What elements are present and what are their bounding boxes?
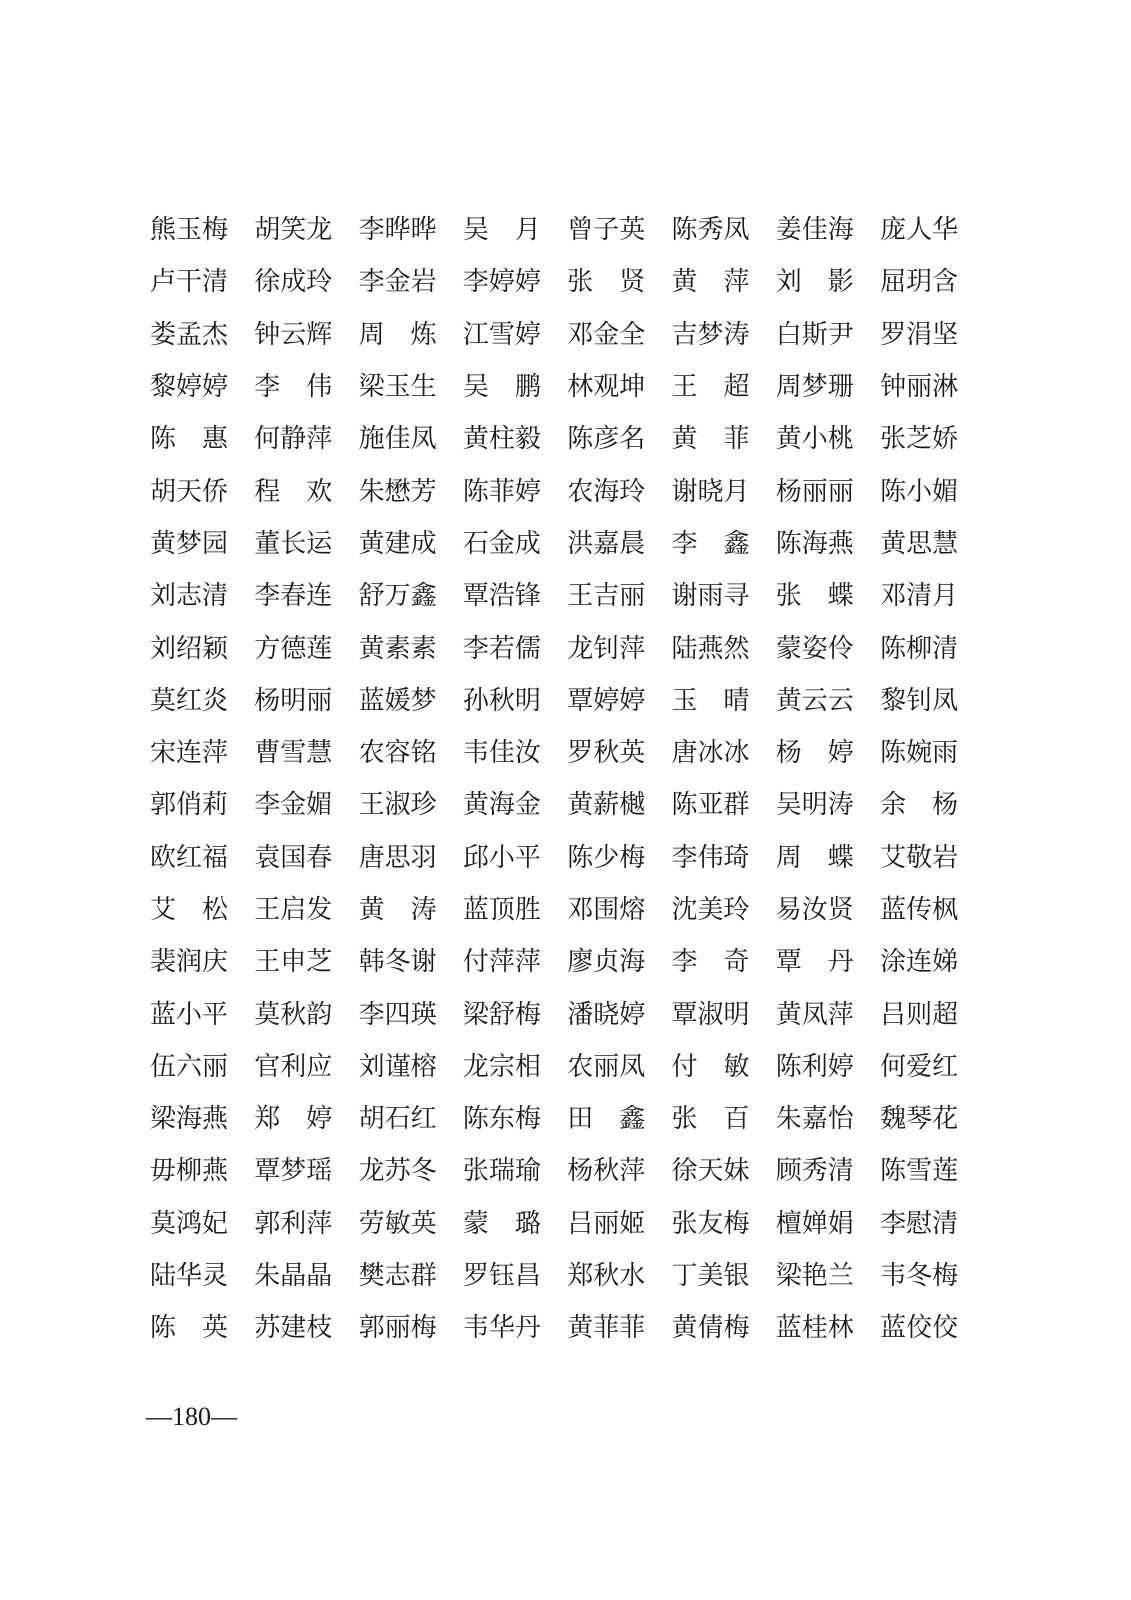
person-name: 黄凤萍 [775, 999, 854, 1030]
person-name: 玉 晴 [671, 685, 750, 716]
person-name: 劳敏英 [358, 1208, 437, 1239]
name-row [150, 675, 980, 727]
person-name: 郭丽梅 [358, 1313, 437, 1344]
person-name: 蓝小平 [150, 999, 229, 1030]
person-name: 舒万鑫 [358, 581, 437, 612]
person-name: 覃婷婷 [567, 685, 646, 716]
name-list [150, 204, 980, 1355]
name-row [150, 309, 980, 361]
person-name: 李春连 [254, 581, 333, 612]
person-name: 洪嘉晨 [567, 528, 646, 559]
person-name: 蓝桂林 [775, 1313, 854, 1344]
person-name: 艾 松 [150, 895, 229, 925]
person-name: 谢雨寻 [671, 581, 750, 612]
person-name: 庞人华 [880, 215, 959, 246]
person-name: 张芝娇 [880, 424, 959, 455]
person-name: 龙苏冬 [358, 1156, 437, 1187]
person-name: 韦佳汝 [462, 738, 541, 769]
person-name: 付 敏 [671, 1051, 750, 1082]
person-name: 郑秋水 [567, 1261, 646, 1292]
person-name: 蓝佼佼 [880, 1313, 959, 1344]
person-name: 李金岩 [358, 267, 437, 298]
person-name: 陈柳清 [880, 633, 959, 664]
person-name: 石金成 [462, 528, 541, 559]
person-name: 周梦珊 [775, 372, 854, 403]
person-name: 欧红福 [150, 842, 229, 873]
person-name: 刘谨榕 [358, 1051, 437, 1082]
person-name: 程 欢 [254, 476, 333, 507]
person-name: 周 蝶 [775, 842, 854, 873]
person-name: 黄 菲 [671, 424, 750, 455]
name-row [150, 256, 980, 308]
person-name: 杨秋萍 [567, 1156, 646, 1187]
person-name: 董长运 [254, 528, 333, 559]
person-name: 黎钊凤 [880, 685, 959, 716]
person-name: 徐成玲 [254, 267, 333, 298]
name-row [150, 832, 980, 884]
person-name: 陈菲婷 [462, 476, 541, 507]
person-name: 黄海金 [462, 790, 541, 821]
person-name: 张 贤 [567, 267, 646, 298]
person-name: 白斯尹 [775, 319, 854, 350]
person-name: 吉梦涛 [671, 319, 750, 350]
person-name: 毋柳燕 [150, 1156, 229, 1187]
person-name: 李 鑫 [671, 528, 750, 559]
person-name: 陈小媚 [880, 476, 959, 507]
name-row [150, 361, 980, 413]
person-name: 易汝贤 [775, 895, 854, 925]
person-name: 吴 鹏 [462, 372, 541, 403]
person-name: 罗涓坚 [880, 319, 959, 350]
person-name: 张 百 [671, 1104, 750, 1135]
person-name: 吴 月 [462, 215, 541, 246]
person-name: 杨明丽 [254, 685, 333, 716]
person-name: 覃 丹 [775, 947, 854, 978]
person-name: 吴明涛 [775, 790, 854, 821]
name-row [150, 570, 980, 622]
person-name: 熊玉梅 [150, 215, 229, 246]
person-name: 黄 涛 [358, 895, 437, 925]
person-name: 农容铭 [358, 738, 437, 769]
person-name: 廖贞海 [567, 947, 646, 978]
person-name: 裴润庆 [150, 947, 229, 978]
person-name: 刘绍颖 [150, 633, 229, 664]
person-name: 涂连娣 [880, 947, 959, 978]
name-row [150, 727, 980, 779]
person-name: 江雪婷 [462, 319, 541, 350]
person-name: 邓围熔 [567, 895, 646, 925]
person-name: 张 蝶 [775, 581, 854, 612]
person-name: 王吉丽 [567, 581, 646, 612]
name-row [150, 884, 980, 936]
person-name: 陈利婷 [775, 1051, 854, 1082]
person-name: 郭利萍 [254, 1208, 333, 1239]
person-name: 朱嘉怡 [775, 1104, 854, 1135]
person-name: 黄云云 [775, 685, 854, 716]
person-name: 唐冰冰 [671, 738, 750, 769]
name-row [150, 1198, 980, 1250]
name-row [150, 1250, 980, 1302]
person-name: 沈美玲 [671, 895, 750, 925]
name-row [150, 465, 980, 517]
person-name: 李 伟 [254, 372, 333, 403]
person-name: 邓清月 [880, 581, 959, 612]
person-name: 覃淑明 [671, 999, 750, 1030]
person-name: 屈玥含 [880, 267, 959, 298]
person-name: 胡笑龙 [254, 215, 333, 246]
person-name: 王淑珍 [358, 790, 437, 821]
person-name: 丁美银 [671, 1261, 750, 1292]
person-name: 李金媚 [254, 790, 333, 821]
person-name: 杨 婷 [775, 738, 854, 769]
person-name: 梁艳兰 [775, 1261, 854, 1292]
person-name: 陈少梅 [567, 842, 646, 873]
person-name: 樊志群 [358, 1261, 437, 1292]
person-name: 杨丽丽 [775, 476, 854, 507]
person-name: 陈 惠 [150, 424, 229, 455]
person-name: 梁海燕 [150, 1104, 229, 1135]
person-name: 顾秀清 [775, 1156, 854, 1187]
person-name: 蓝传枫 [880, 895, 959, 925]
person-name: 黄建成 [358, 528, 437, 559]
person-name: 艾敬岩 [880, 842, 959, 873]
person-name: 吕则超 [880, 999, 959, 1030]
name-row [150, 936, 980, 988]
person-name: 蓝顶胜 [462, 895, 541, 925]
name-row [150, 518, 980, 570]
person-name: 龙钊萍 [567, 633, 646, 664]
person-name: 李婷婷 [462, 267, 541, 298]
person-name: 梁舒梅 [462, 999, 541, 1030]
person-name: 吕丽姬 [567, 1208, 646, 1239]
person-name: 莫鸿妃 [150, 1208, 229, 1239]
person-name: 娄孟杰 [150, 319, 229, 350]
person-name: 卢干清 [150, 267, 229, 298]
person-name: 陈婉雨 [880, 738, 959, 769]
person-name: 谢晓月 [671, 476, 750, 507]
person-name: 黄菲菲 [567, 1313, 646, 1344]
person-name: 陆燕然 [671, 633, 750, 664]
person-name: 罗秋英 [567, 738, 646, 769]
person-name: 魏琴花 [880, 1104, 959, 1135]
person-name: 李慰清 [880, 1208, 959, 1239]
person-name: 王申芝 [254, 947, 333, 978]
person-name: 陈彦名 [567, 424, 646, 455]
person-name: 何静萍 [254, 424, 333, 455]
person-name: 胡天侨 [150, 476, 229, 507]
person-name: 黄思慧 [880, 528, 959, 559]
person-name: 韦冬梅 [880, 1261, 959, 1292]
person-name: 钟云辉 [254, 319, 333, 350]
person-name: 农海玲 [567, 476, 646, 507]
person-name: 余 杨 [880, 790, 959, 821]
person-name: 黄倩梅 [671, 1313, 750, 1344]
person-name: 邱小平 [462, 842, 541, 873]
person-name: 农丽凤 [567, 1051, 646, 1082]
name-row [150, 204, 980, 256]
person-name: 罗钰昌 [462, 1261, 541, 1292]
person-name: 王 超 [671, 372, 750, 403]
person-name: 郭俏莉 [150, 790, 229, 821]
person-name: 朱晶晶 [254, 1261, 333, 1292]
person-name: 梁玉生 [358, 372, 437, 403]
person-name: 姜佳海 [775, 215, 854, 246]
name-row [150, 1093, 980, 1145]
person-name: 李晔晔 [358, 215, 437, 246]
person-name: 莫秋韵 [254, 999, 333, 1030]
person-name: 宋连萍 [150, 738, 229, 769]
person-name: 蒙姿伶 [775, 633, 854, 664]
person-name: 施佳凤 [358, 424, 437, 455]
person-name: 孙秋明 [462, 685, 541, 716]
person-name: 潘晓婷 [567, 999, 646, 1030]
person-name: 王启发 [254, 895, 333, 925]
person-name: 张瑞瑜 [462, 1156, 541, 1187]
person-name: 朱懋芳 [358, 476, 437, 507]
person-name: 韩冬谢 [358, 947, 437, 978]
person-name: 徐天妹 [671, 1156, 750, 1187]
person-name: 刘 影 [775, 267, 854, 298]
person-name: 李四瑛 [358, 999, 437, 1030]
person-name: 陆华灵 [150, 1261, 229, 1292]
person-name: 方德莲 [254, 633, 333, 664]
person-name: 黄薪樾 [567, 790, 646, 821]
person-name: 何爱红 [880, 1051, 959, 1082]
name-row [150, 779, 980, 831]
person-name: 曹雪慧 [254, 738, 333, 769]
person-name: 黄小桃 [775, 424, 854, 455]
person-name: 蒙 璐 [462, 1208, 541, 1239]
person-name: 陈东梅 [462, 1104, 541, 1135]
person-name: 苏建枝 [254, 1313, 333, 1344]
person-name: 陈秀凤 [671, 215, 750, 246]
person-name: 陈海燕 [775, 528, 854, 559]
name-row [150, 1041, 980, 1093]
person-name: 黄梦园 [150, 528, 229, 559]
person-name: 莫红炎 [150, 685, 229, 716]
person-name: 林观坤 [567, 372, 646, 403]
person-name: 田 鑫 [567, 1104, 646, 1135]
person-name: 龙宗相 [462, 1051, 541, 1082]
person-name: 袁国春 [254, 842, 333, 873]
person-name: 黎婷婷 [150, 372, 229, 403]
person-name: 伍六丽 [150, 1051, 229, 1082]
person-name: 钟丽淋 [880, 372, 959, 403]
page-number: —180— [146, 1402, 237, 1431]
person-name: 陈雪莲 [880, 1156, 959, 1187]
person-name: 韦华丹 [462, 1313, 541, 1344]
person-name: 唐思羽 [358, 842, 437, 873]
name-row [150, 1145, 980, 1197]
person-name: 李若儒 [462, 633, 541, 664]
person-name: 官利应 [254, 1051, 333, 1082]
person-name: 胡石红 [358, 1104, 437, 1135]
person-name: 周 炼 [358, 319, 437, 350]
person-name: 黄素素 [358, 633, 437, 664]
name-row [150, 413, 980, 465]
person-name: 覃浩锋 [462, 581, 541, 612]
person-name: 付萍萍 [462, 947, 541, 978]
person-name: 黄 萍 [671, 267, 750, 298]
person-name: 檀婵娟 [775, 1208, 854, 1239]
person-name: 刘志清 [150, 581, 229, 612]
name-row [150, 1302, 980, 1354]
person-name: 李 奇 [671, 947, 750, 978]
person-name: 邓金全 [567, 319, 646, 350]
person-name: 郑 婷 [254, 1104, 333, 1135]
person-name: 蓝媛梦 [358, 685, 437, 716]
person-name: 覃梦瑶 [254, 1156, 333, 1187]
person-name: 曾子英 [567, 215, 646, 246]
name-row [150, 622, 980, 674]
person-name: 陈 英 [150, 1313, 229, 1344]
person-name: 李伟琦 [671, 842, 750, 873]
name-row [150, 988, 980, 1040]
person-name: 黄柱毅 [462, 424, 541, 455]
person-name: 陈亚群 [671, 790, 750, 821]
person-name: 张友梅 [671, 1208, 750, 1239]
